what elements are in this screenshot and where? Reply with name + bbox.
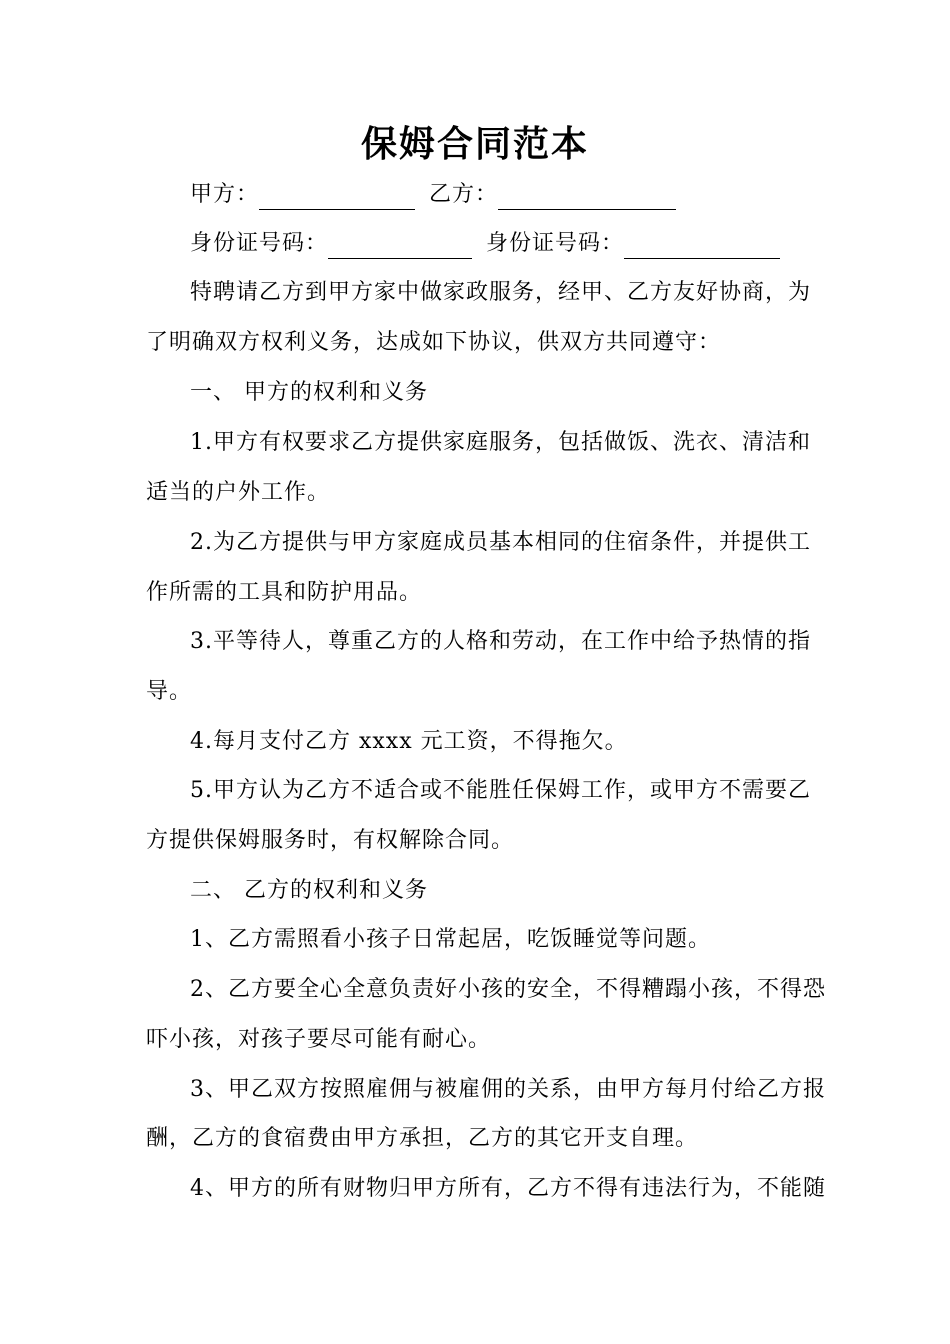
- party-b-label: 乙方：: [429, 182, 499, 207]
- clause-b3-line-2: 酬，乙方的食宿费由甲方承担，乙方的其它开支自理。: [146, 1126, 699, 1151]
- section-1-heading: 一、 甲方的权利和义务: [190, 380, 428, 405]
- clause-a1-line-1: 1.甲方有权要求乙方提供家庭服务，包括做饭、洗衣、清洁和: [190, 430, 811, 455]
- party-b-blank: [498, 183, 676, 210]
- clause-a2-line-1: 2.为乙方提供与甲方家庭成员基本相同的住宿条件，并提供工: [190, 530, 811, 555]
- id-b-blank: [624, 232, 780, 259]
- clause-a3-line-1: 3.平等待人，尊重乙方的人格和劳动，在工作中给予热情的指: [190, 629, 811, 654]
- intro-line-1: 特聘请乙方到甲方家中做家政服务，经甲、乙方友好协商，为: [190, 280, 812, 305]
- clause-b2-line-2: 吓小孩，对孩子要尽可能有耐心。: [146, 1027, 492, 1052]
- clause-a5-line-1: 5.甲方认为乙方不适合或不能胜任保姆工作，或甲方不需要乙: [190, 778, 811, 803]
- clause-b3-line-1: 3、甲乙双方按照雇佣与被雇佣的关系，由甲方每月付给乙方报: [190, 1077, 826, 1102]
- clause-a1-line-2: 适当的户外工作。: [146, 480, 331, 505]
- clause-a5-line-2: 方提供保姆服务时，有权解除合同。: [146, 828, 515, 853]
- clause-a2-line-2: 作所需的工具和防护用品。: [146, 580, 423, 605]
- clause-b4-line-1: 4、甲方的所有财物归甲方所有，乙方不得有违法行为，不能随: [190, 1176, 826, 1201]
- clause-b2-line-1: 2、乙方要全心全意负责好小孩的安全，不得糟蹋小孩，不得恐: [190, 977, 826, 1002]
- id-a-blank: [328, 232, 472, 259]
- id-label-b: 身份证号码：: [486, 231, 625, 256]
- clause-a4-line-1: 4.每月支付乙方 xxxx 元工资，不得拖欠。: [190, 729, 628, 754]
- clause-b1-line-1: 1、乙方需照看小孩子日常起居，吃饭睡觉等问题。: [190, 927, 711, 952]
- party-a-blank: [259, 183, 415, 210]
- clause-a3-line-2: 导。: [146, 679, 193, 704]
- section-2-heading: 二、 乙方的权利和义务: [190, 878, 428, 903]
- id-line: [190, 229, 780, 259]
- party-a-label: 甲方：: [190, 182, 260, 207]
- document-title: 保姆合同范本: [360, 123, 589, 165]
- intro-line-2: 了明确双方权利义务，达成如下协议，供双方共同遵守：: [146, 330, 722, 355]
- id-label-a: 身份证号码：: [190, 231, 329, 256]
- party-line: [190, 180, 676, 210]
